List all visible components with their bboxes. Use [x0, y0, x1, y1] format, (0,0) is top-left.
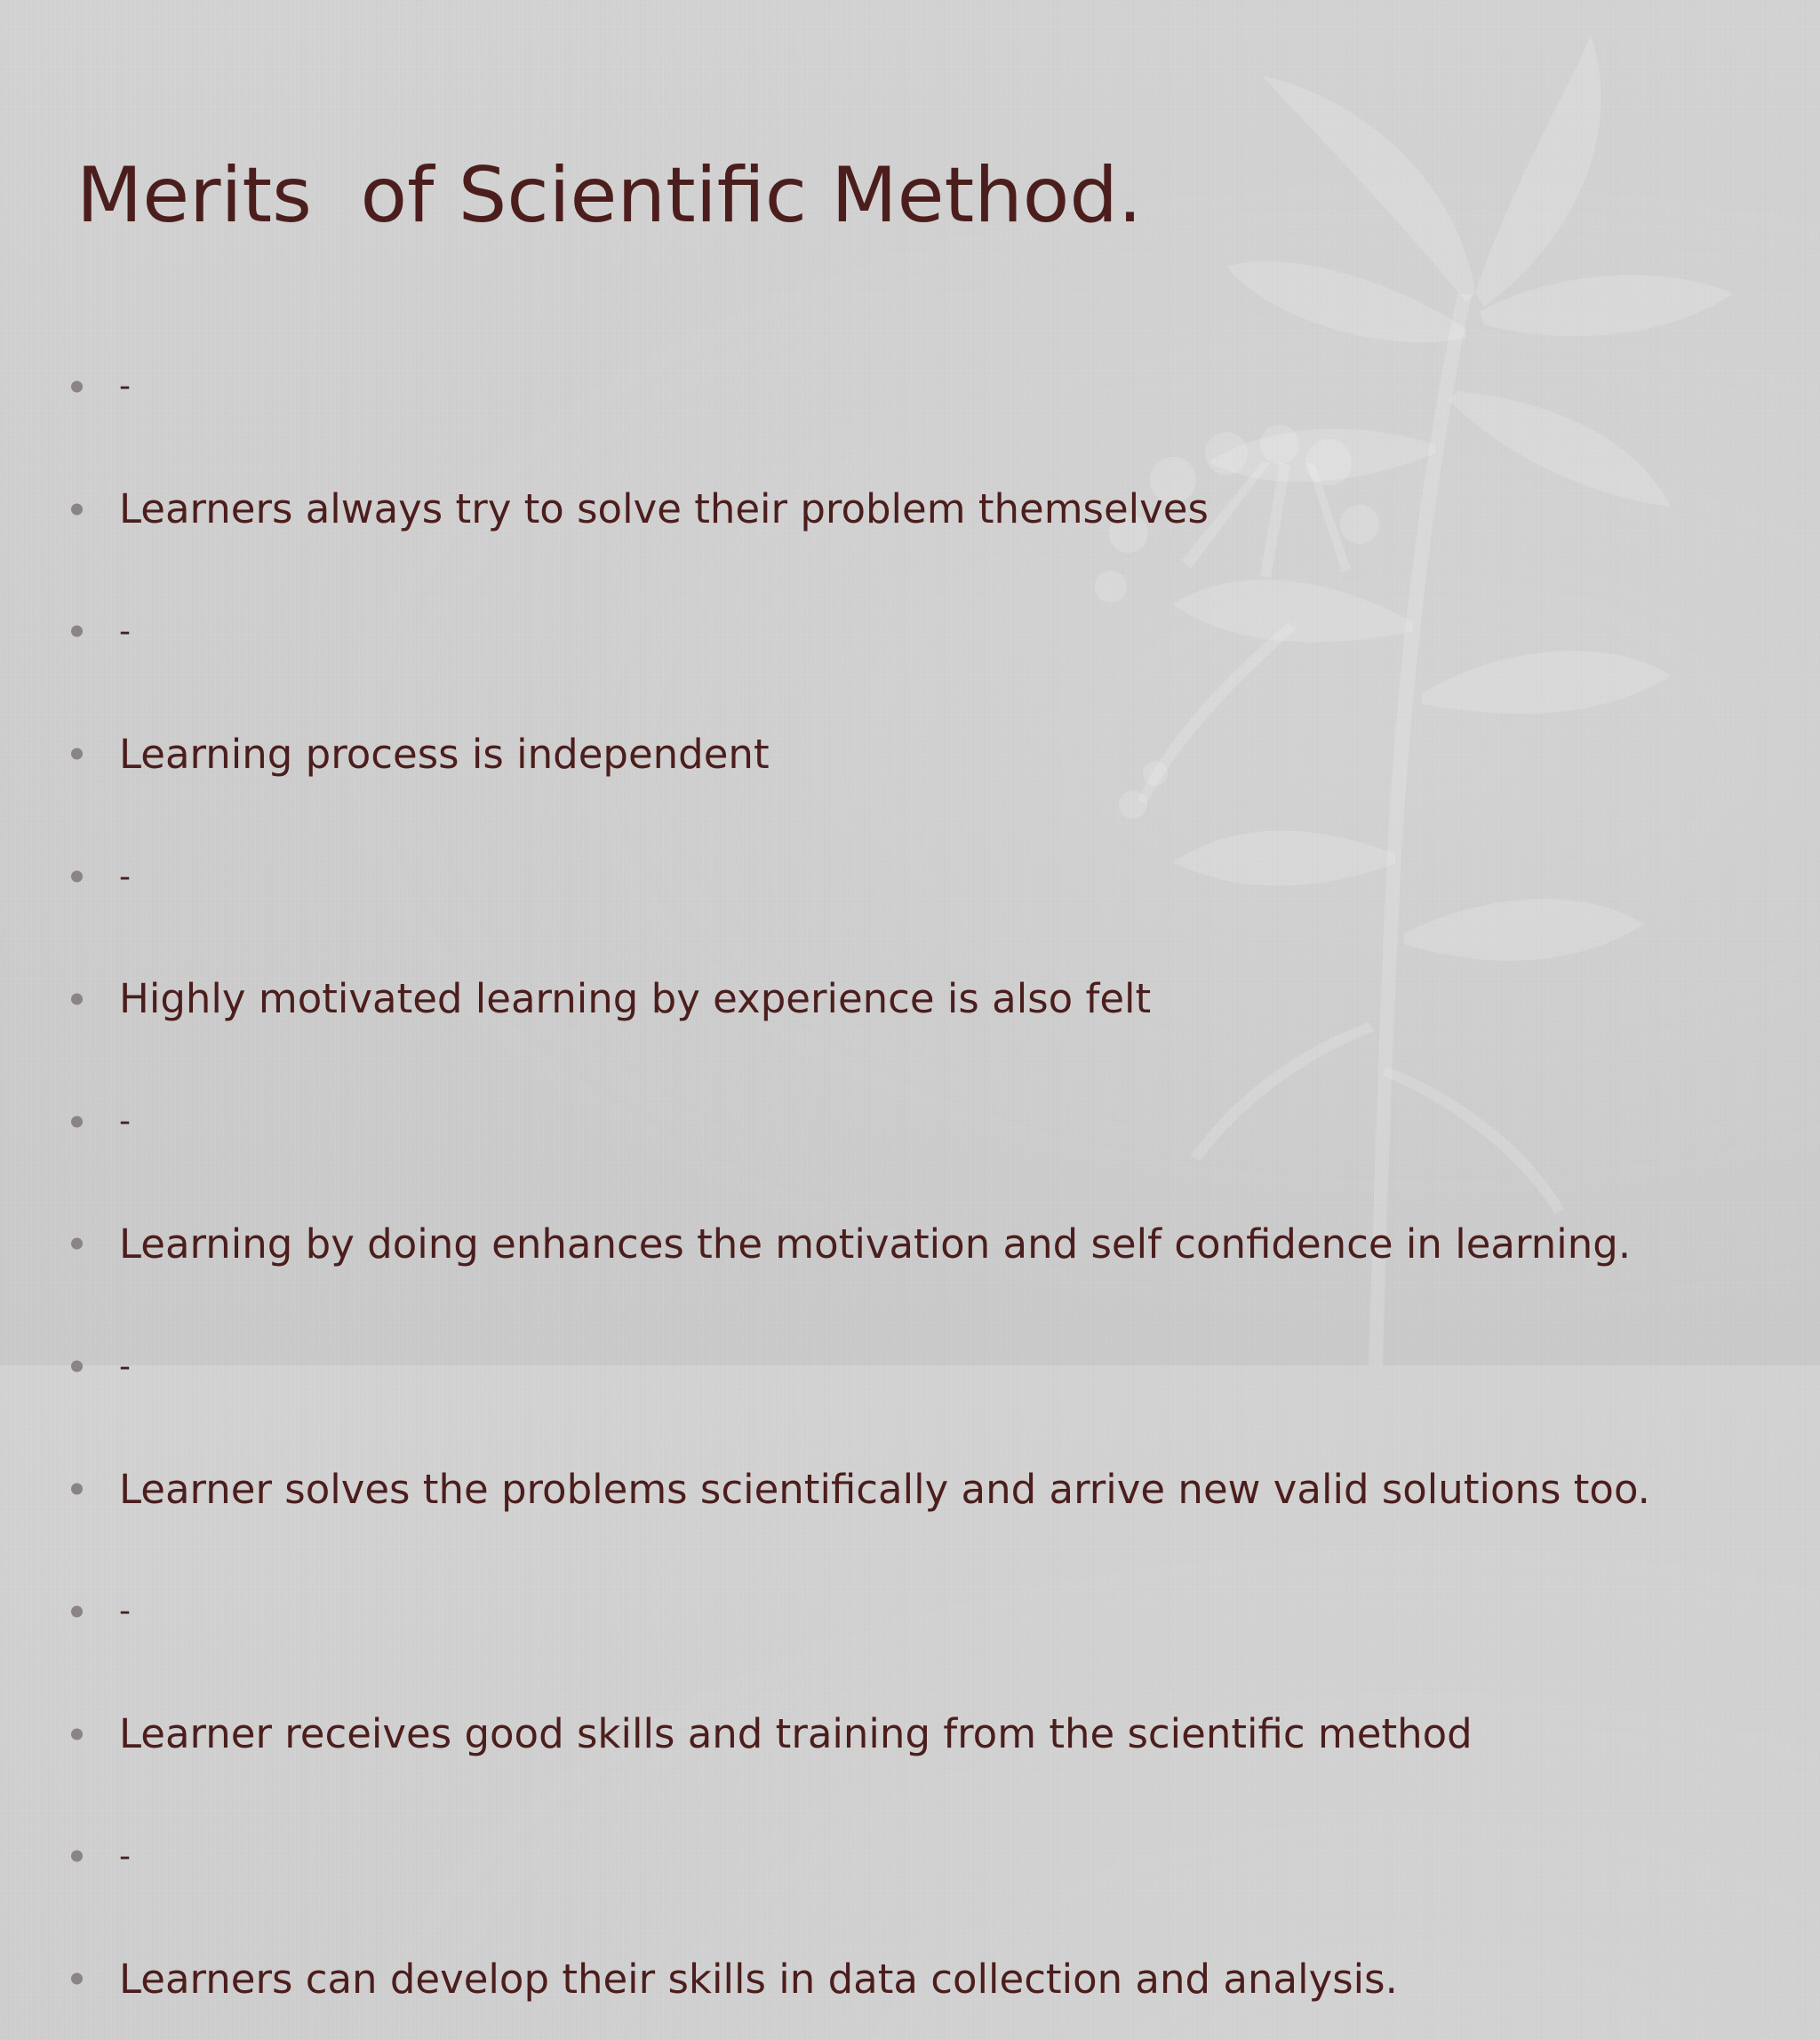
- bullet-dot-icon: [71, 626, 83, 637]
- list-item: [71, 448, 1602, 571]
- list-item: [71, 1428, 1650, 1550]
- list-item: [71, 571, 1602, 693]
- bullet-text: Learner receives good skills and training from the scientific method: [119, 1710, 1473, 1758]
- bullet-text: Learners can develop their skills in data collection and analysis.: [119, 1955, 1398, 2003]
- bullet-text: -: [119, 1103, 131, 1140]
- bullet-text: -: [119, 1593, 131, 1630]
- list-item: [71, 938, 1602, 1060]
- list-item: [71, 325, 1602, 448]
- bullet-dot-icon: [71, 1116, 83, 1127]
- list-item: [71, 1917, 1602, 2040]
- bullet-dot-icon: [71, 1238, 83, 1250]
- bullet-dot-icon: [71, 1361, 83, 1372]
- bullet-dot-icon: [71, 380, 83, 392]
- bullet-dot-icon: [71, 1728, 83, 1740]
- list-item: [71, 692, 1602, 815]
- bullet-text: Learners always try to solve their problem themselves: [119, 485, 1209, 533]
- list-item: [71, 1673, 1602, 1796]
- bullet-dot-icon: [71, 1484, 83, 1495]
- bullet-text: Learner solves the problems scientifically and arrive new valid solutions too.: [119, 1465, 1650, 1513]
- bullet-text: Learning by doing enhances the motivation and self confidence in learning.: [119, 1220, 1632, 1268]
- list-item: [71, 1305, 1602, 1428]
- slide-title: Merits of Scientific Method.: [76, 151, 1143, 240]
- bullet-text: -: [119, 612, 131, 650]
- bullet-dot-icon: [71, 748, 83, 760]
- bullet-dot-icon: [71, 871, 83, 883]
- bullet-text: -: [119, 368, 131, 405]
- list-item: [71, 1796, 1602, 1918]
- bullet-dot-icon: [71, 1605, 83, 1617]
- bullet-dot-icon: [71, 1973, 83, 1985]
- bullet-text: Highly motivated learning by experience is also felt: [119, 975, 1152, 1023]
- bullet-dot-icon: [71, 503, 83, 515]
- bullet-dot-icon: [71, 993, 83, 1004]
- bullet-text: Learning process is independent: [119, 730, 770, 778]
- list-item: [71, 1550, 1602, 1673]
- list-item: [71, 1183, 1632, 1306]
- bullet-text: -: [119, 858, 131, 895]
- bullet-text: -: [119, 1348, 131, 1385]
- list-item: [71, 815, 1602, 938]
- bullet-text: -: [119, 1837, 131, 1875]
- bullet-dot-icon: [71, 1851, 83, 1862]
- bullet-list: [71, 325, 1650, 2040]
- list-item: [71, 1060, 1602, 1183]
